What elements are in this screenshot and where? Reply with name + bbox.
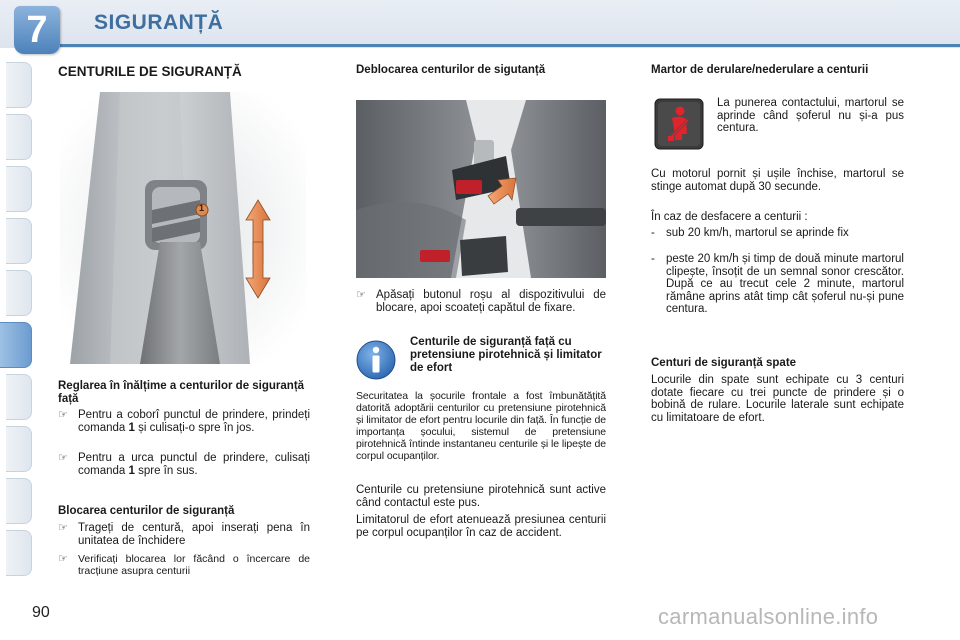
chapter-tab[interactable]	[6, 478, 32, 524]
height-bullet-2: ☞ Pentru a urca punctul de prindere, culisați comanda 1 spre în sus.	[58, 452, 310, 477]
pretension-paragraph-3: Limitatorul de efort atenuează presiunea centurii pe corpul ocupanților în caz de accident.	[356, 514, 606, 539]
warning-lamp-heading: Martor de derulare/nederulare a centurii	[651, 64, 869, 76]
unlock-heading: Deblocarea centurilor de sigutanță	[356, 64, 546, 76]
finger-pointer-icon: ☞	[58, 409, 68, 421]
page-number: 90	[32, 604, 50, 621]
pretension-paragraph-1: Securitatea la șocurile frontale a fost îmbunătățită datorită adoptării centurilor cu pretensiune pirotehnică și limitator de efort pentru locurile din față. În funcție de importanța șocului, sistemul de pretensiune pirotehnică întinde instantaneu centurile și le lipește de corpul ocupanților.	[356, 390, 606, 462]
belt-height-adjuster-figure	[60, 92, 306, 364]
warning-paragraph: Cu motorul pornit și ușile închise, martorul se stinge automat după 30 secunde.	[651, 168, 904, 193]
unfasten-item-1: - sub 20 km/h, martorul se aprinde fix	[651, 227, 849, 239]
header-rule	[60, 44, 960, 47]
chapter-tab[interactable]	[6, 530, 32, 576]
info-icon	[356, 340, 396, 380]
belt-buckle-figure	[356, 100, 606, 278]
chapter-tabs	[0, 62, 34, 582]
chapter-tab[interactable]	[6, 62, 32, 108]
chapter-tab[interactable]	[6, 426, 32, 472]
chapter-tab[interactable]	[6, 374, 32, 420]
finger-pointer-icon: ☞	[356, 289, 366, 301]
pretension-paragraph-2: Centurile cu pretensiune pirotehnică sunt active când contactul este pus.	[356, 484, 606, 509]
finger-pointer-icon: ☞	[58, 452, 68, 464]
chapter-number-badge: 7	[14, 6, 60, 54]
unfasten-intro: În caz de desfacere a centurii :	[651, 211, 808, 223]
unlock-bullet: ☞ Apăsați butonul roșu al dispozitivului de blocare, apoi scoateți capătul de fixare.	[356, 289, 606, 314]
chapter-tab-active[interactable]	[0, 322, 32, 368]
watermark: carmanualsonline.info	[658, 604, 879, 629]
warning-intro-text: La punerea contactului, martorul se aprinde când șoferul nu și-a pus centura.	[717, 97, 904, 134]
rear-belts-paragraph: Locurile din spate sunt echipate cu 3 centuri dotate fiecare cu trei puncte de prindere și o bobină de rulare. Locurile laterale sunt echipate cu limitatoare de efort.	[651, 374, 904, 424]
lock-heading: Blocarea centurilor de siguranță	[58, 505, 235, 517]
chapter-tab[interactable]	[6, 166, 32, 212]
chapter-tab[interactable]	[6, 218, 32, 264]
finger-pointer-icon: ☞	[58, 522, 68, 534]
height-adjust-heading: Reglarea în înălțime a centurilor de siguranță față	[58, 380, 305, 405]
chapter-tab[interactable]	[6, 270, 32, 316]
height-bullet-1: ☞ Pentru a coborî punctul de prindere, prindeți comanda 1 și culisați-o spre în jos.	[58, 409, 310, 434]
seatbelt-warning-icon	[654, 98, 704, 150]
chapter-tab[interactable]	[6, 114, 32, 160]
lock-bullet-1: ☞ Trageți de centură, apoi inserați pena în unitatea de închidere	[58, 522, 310, 547]
figure-marker-1: 1	[199, 203, 205, 213]
unfasten-item-2: - peste 20 km/h și timp de două minute martorul clipește, însoțit de un semnal sonor crescător. După ce au trecut cele 2 minute, martorul rămâne aprins atât timp cât șoferul nu-și pune centura.	[651, 253, 904, 315]
pretension-heading: Centurile de siguranță față cu pretensiune pirotehnică și limitator de efort	[410, 336, 602, 374]
lock-bullet-2: ☞ Verificați blocarea lor făcând o încercare de tracțiune asupra centurii	[58, 553, 310, 577]
rear-belts-heading: Centuri de siguranță spate	[651, 357, 797, 369]
section-title: CENTURILE DE SIGURANȚĂ	[58, 64, 242, 79]
finger-pointer-icon: ☞	[58, 553, 68, 565]
chapter-title: SIGURANȚĂ	[94, 11, 224, 34]
